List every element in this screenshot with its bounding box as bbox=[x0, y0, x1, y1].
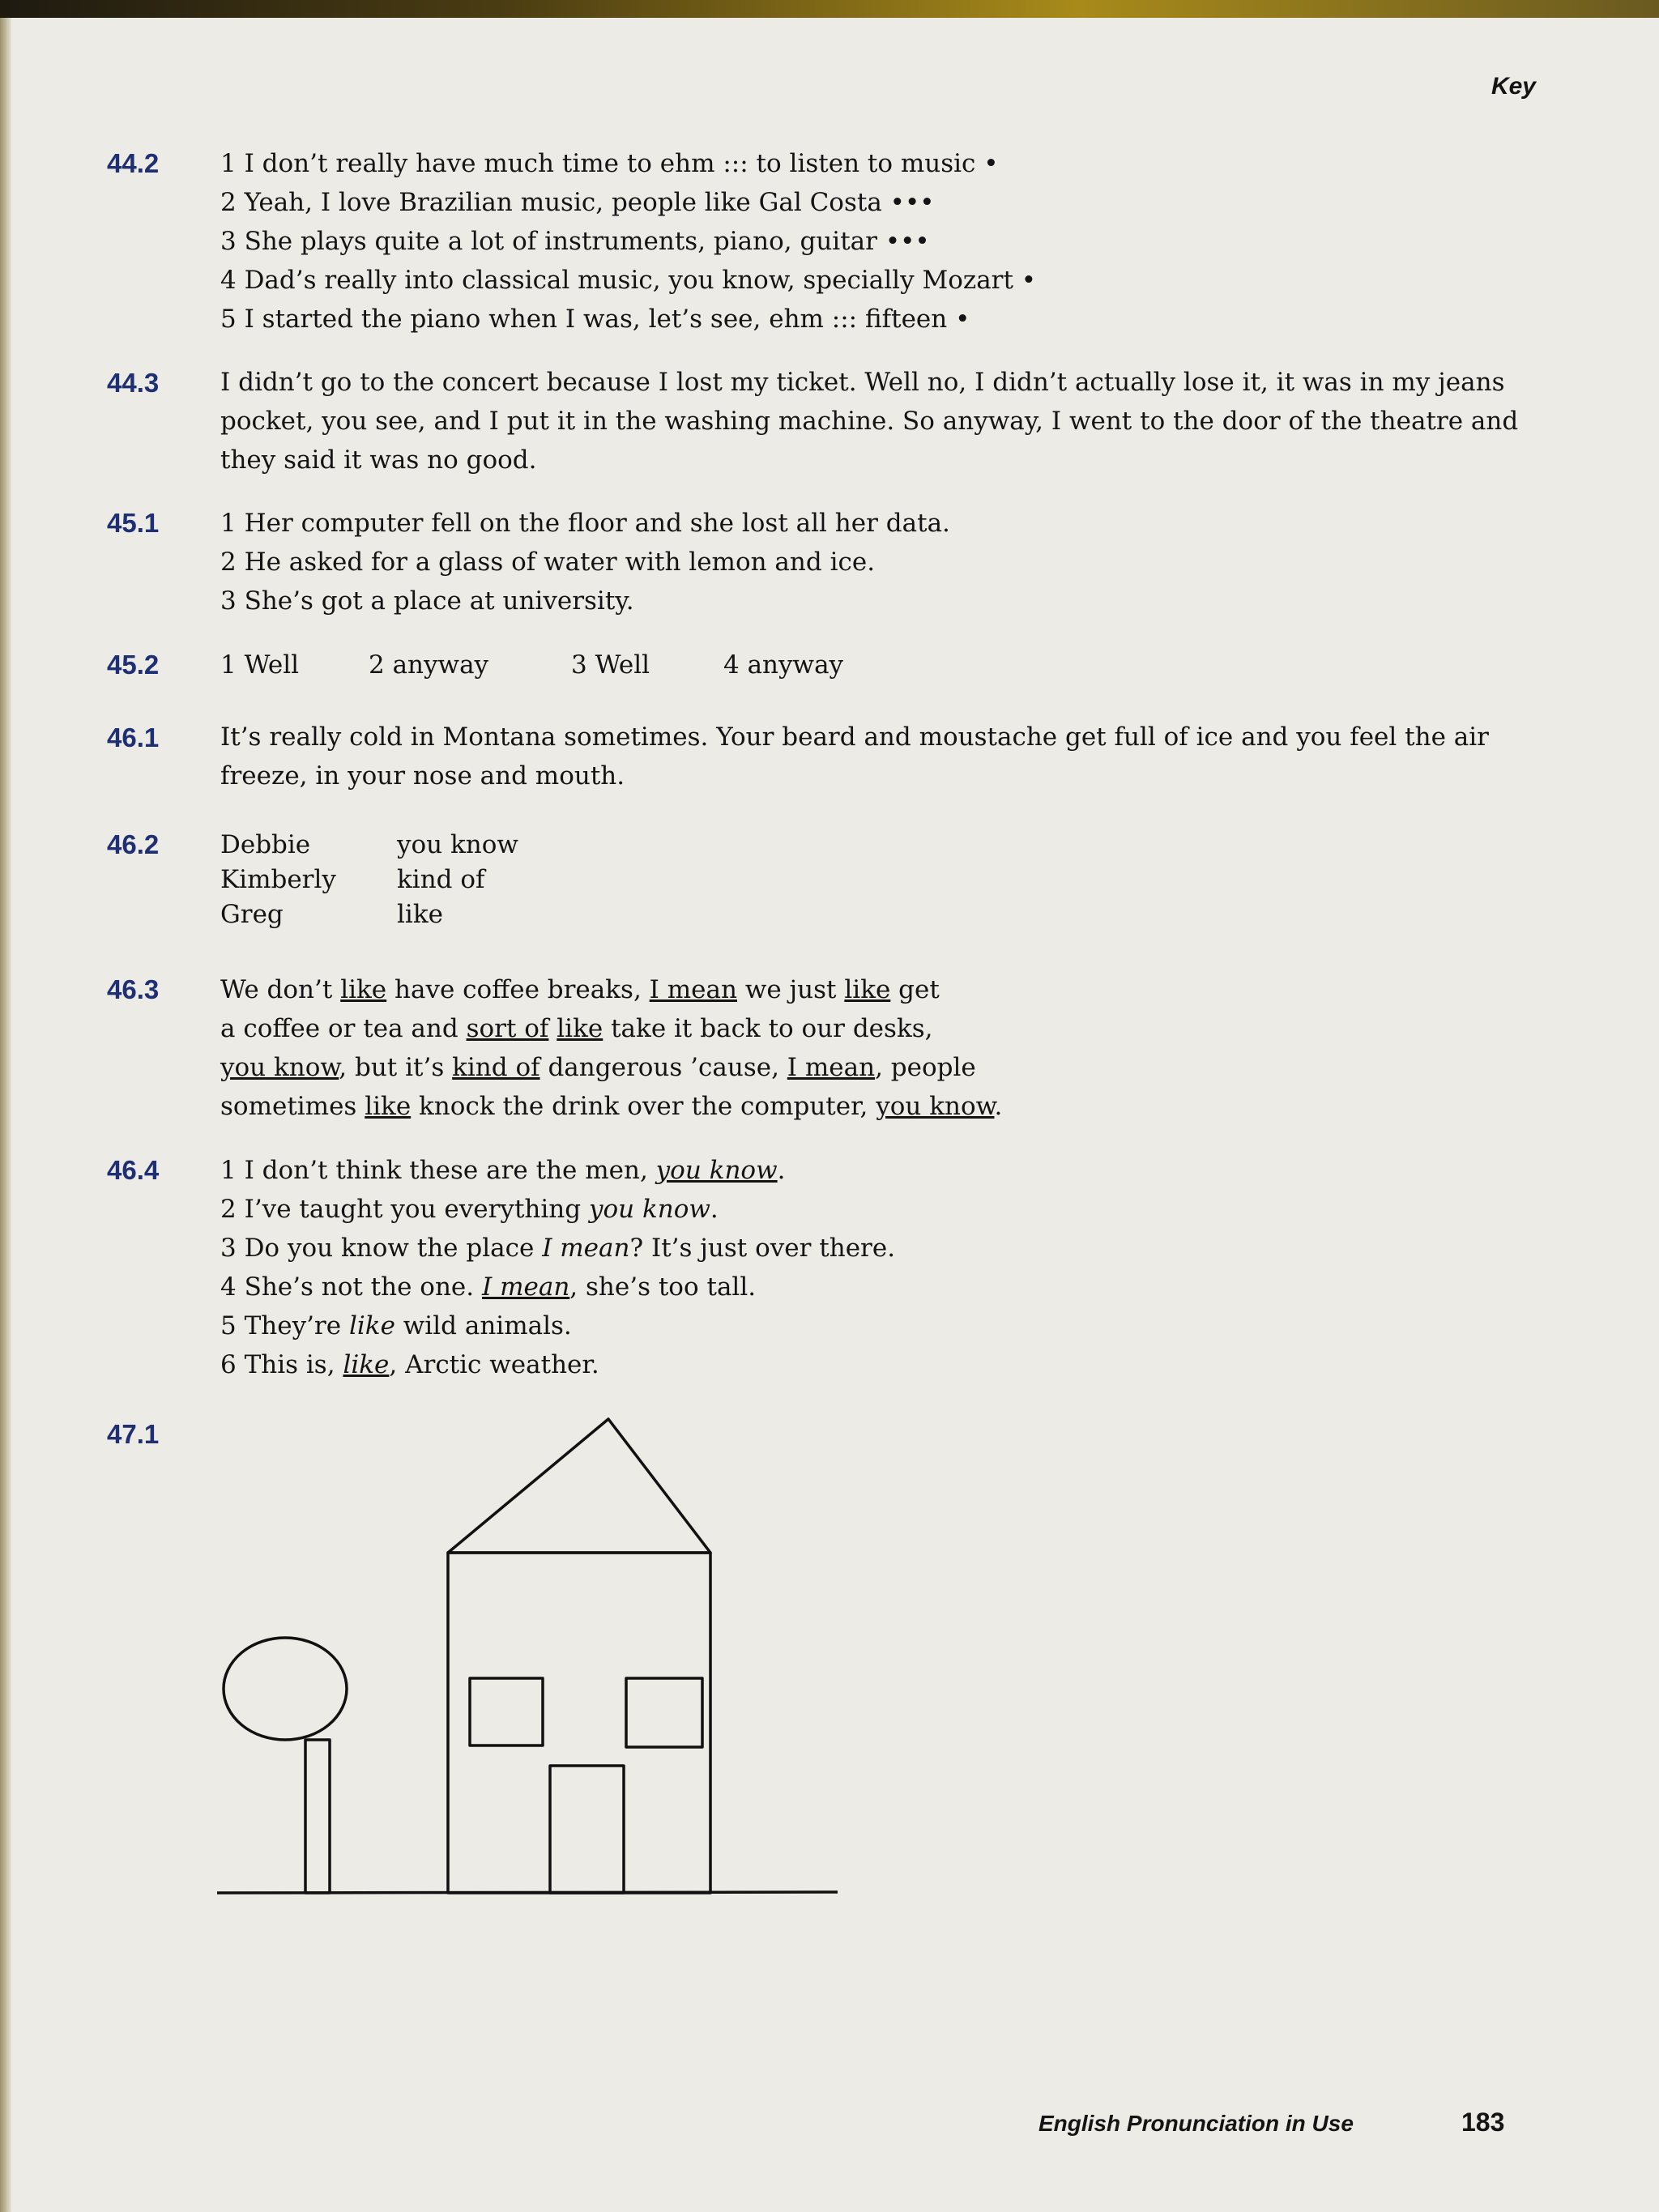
answer-line: 5 I started the piano when I was, let’s see, ehm ::: fifteen • bbox=[220, 305, 970, 334]
answer-line: 3 She’s got a place at university. bbox=[220, 586, 634, 616]
footer-book-title: English Pronunciation in Use bbox=[1038, 2111, 1354, 2136]
section-number-44-3: 44.3 bbox=[107, 368, 160, 398]
section-number-44-2: 44.2 bbox=[107, 148, 160, 178]
answer-line: 3 She plays quite a lot of instruments, piano, guitar ••• bbox=[220, 227, 930, 256]
speaker-phrase: kind of bbox=[397, 865, 485, 894]
section-number-45-1: 45.1 bbox=[107, 508, 160, 538]
section-number-46-1: 46.1 bbox=[107, 722, 160, 752]
answer-item: 3 Well bbox=[571, 650, 650, 680]
section-number-46-2: 46.2 bbox=[107, 829, 160, 859]
tree-crown bbox=[224, 1638, 347, 1740]
speaker-name: Greg bbox=[220, 900, 284, 929]
house-walls bbox=[448, 1553, 710, 1893]
speaker-phrase: you know bbox=[397, 830, 518, 859]
answer-line: 4 She’s not the one. I mean, she’s too tall. bbox=[220, 1272, 757, 1302]
answer-line: 4 Dad’s really into classical music, you know, specially Mozart • bbox=[220, 266, 1037, 295]
transcript-line: sometimes like knock the drink over the computer, you know. bbox=[220, 1092, 1003, 1121]
speaker-phrase: like bbox=[397, 900, 443, 929]
answer-line: 1 I don’t think these are the men, you know. bbox=[220, 1156, 786, 1185]
answer-line: 6 This is, like, Arctic weather. bbox=[220, 1350, 599, 1379]
section-number-45-2: 45.2 bbox=[107, 650, 160, 680]
answer-item: 1 Well bbox=[220, 650, 300, 680]
answer-line: 1 I don’t really have much time to ehm ::: to listen to music • bbox=[220, 149, 999, 178]
answer-line: 2 I’ve taught you everything you know. bbox=[220, 1195, 719, 1224]
answer-paragraph: I didn’t go to the concert because I lost my ticket. Well no, I didn’t actually lose it, it was in my jeans pocket, you see, and I put it in the washing machine. So anyway, I went to the door of the theatre and they said it was no good. bbox=[220, 368, 1519, 475]
transcript-line: a coffee or tea and sort of like take it back to our desks, bbox=[220, 1014, 933, 1043]
house-window-right bbox=[626, 1678, 702, 1747]
page-number: 183 bbox=[1461, 2108, 1505, 2137]
section-number-47-1: 47.1 bbox=[107, 1419, 160, 1449]
answer-line: 3 Do you know the place I mean? It’s just over there. bbox=[220, 1234, 896, 1263]
speaker-name: Kimberly bbox=[220, 865, 336, 894]
house-roof bbox=[448, 1419, 710, 1553]
speaker-name: Debbie bbox=[220, 830, 311, 859]
tree-trunk bbox=[305, 1740, 330, 1893]
answer-line: 5 They’re like wild animals. bbox=[220, 1311, 572, 1340]
transcript-line: you know, but it’s kind of dangerous ’cause, I mean, people bbox=[220, 1053, 976, 1082]
answer-item: 2 anyway bbox=[369, 650, 489, 680]
house-window-left bbox=[470, 1678, 543, 1745]
house-door bbox=[550, 1766, 624, 1893]
answer-line: 2 Yeah, I love Brazilian music, people like Gal Costa ••• bbox=[220, 188, 935, 217]
answer-line: 2 He asked for a glass of water with lemon and ice. bbox=[220, 548, 876, 577]
transcript-line: We don’t like have coffee breaks, I mean we just like get bbox=[220, 975, 940, 1004]
answer-paragraph: It’s really cold in Montana sometimes. Your beard and moustache get full of ice and you feel the air freeze, in your nose and mouth. bbox=[220, 722, 1489, 791]
running-header-key: Key bbox=[1491, 73, 1536, 100]
section-number-46-3: 46.3 bbox=[107, 974, 160, 1004]
answer-item: 4 anyway bbox=[723, 650, 844, 680]
answer-line: 1 Her computer fell on the floor and she lost all her data. bbox=[220, 509, 950, 538]
section-number-46-4: 46.4 bbox=[107, 1155, 160, 1185]
